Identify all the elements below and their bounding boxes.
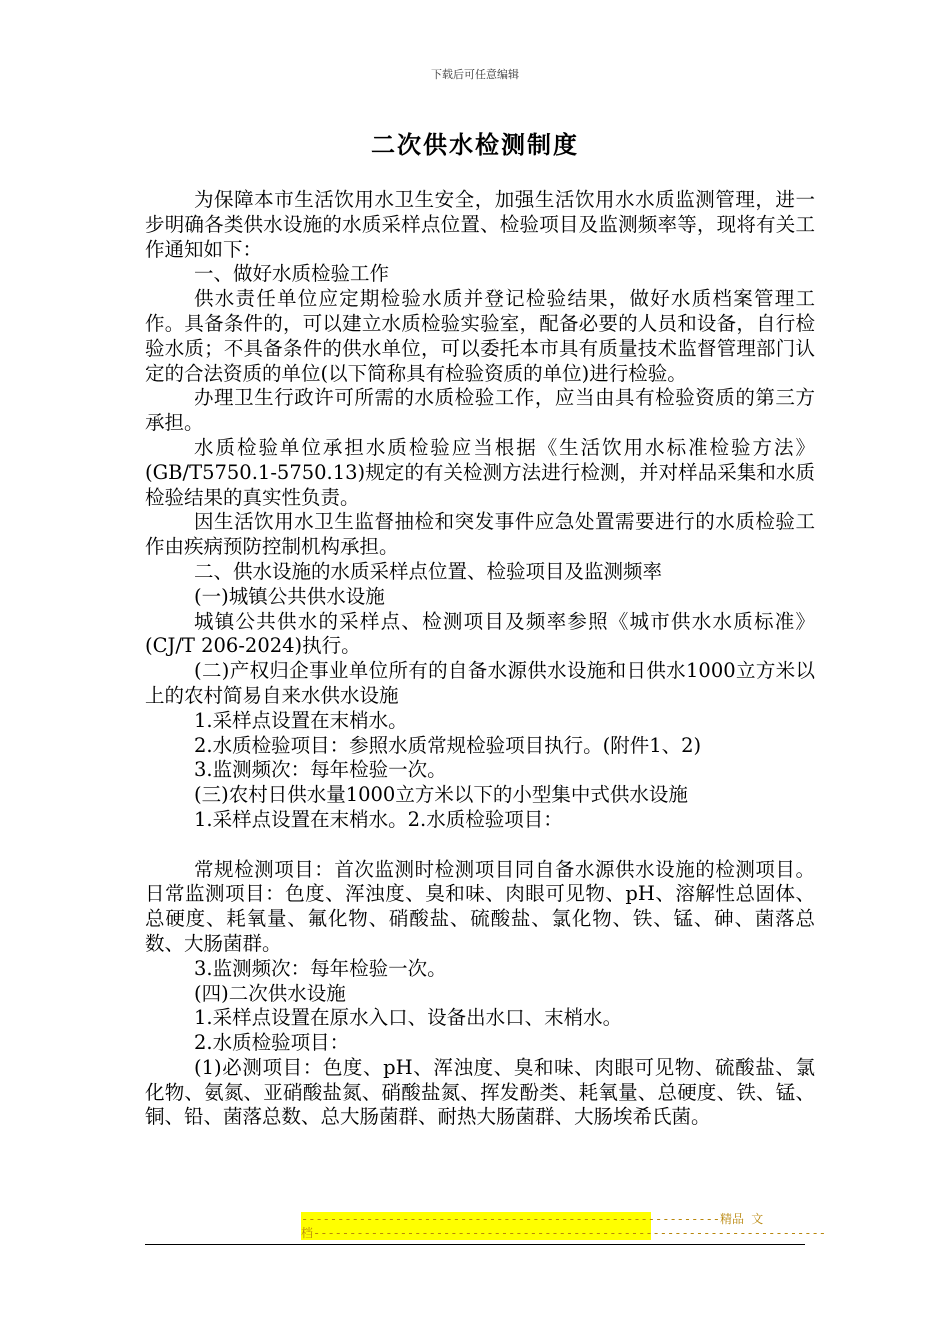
document-title: 二次供水检测制度 [371, 131, 579, 159]
subsection-heading: (四)二次供水设施 [194, 981, 346, 1005]
paragraph: 供水责任单位应定期检验水质并登记检验结果，做好水质档案管理工作。具备条件的，可以建立水质检验实验室，配备必要的人员和设备，自行检验水质；不具备条件的供水单位，可以委托本市具有质量技术监督管理部门认定的合法资质的单位(以下简称具有检验资质的单位)进行检验。 [145, 287, 815, 385]
footer-stamp [301, 1212, 826, 1240]
list-item: 1.采样点设置在原水入口、设备出水口、末梢水。 [194, 1006, 623, 1030]
list-item: 3.监测频次：每年检验一次。 [194, 758, 447, 782]
list-item: 1.采样点设置在末梢水。2.水质检验项目： [194, 807, 563, 831]
document-body [145, 188, 815, 1130]
header-note: 下载后可任意编辑 [431, 68, 519, 81]
paragraph: 办理卫生行政许可所需的水质检验工作，应当由具有检验资质的第三方承担。 [145, 386, 815, 435]
paragraph: 城镇公共供水的采样点、检测项目及频率参照《城市供水水质标准》(CJ/T 206-2024)执行。 [145, 609, 815, 658]
list-item: (1)必测项目：色度、pH、浑浊度、臭和味、肉眼可见物、硫酸盐、氯化物、氨氮、亚硝酸盐氮、硝酸盐氮、挥发酚类、耗氧量、总硬度、铁、锰、铜、铅、菌落总数、总大肠菌群、耐热大肠菌群、大肠埃希氏菌。 [145, 1055, 815, 1129]
footer-stamp-line: ----------------------------------------------------------精品 文 [301, 1212, 764, 1226]
footer-stamp-line: 档----------------------------------------------------------------------- [301, 1226, 826, 1240]
paragraph: 因生活饮用水卫生监督抽检和突发事件应急处置需要进行的水质检验工作由疾病预防控制机构承担。 [145, 510, 815, 559]
paragraph: 水质检验单位承担水质检验应当根据《生活饮用水标准检验方法》(GB/T5750.1-5750.13)规定的有关检测方法进行检测，并对样品采集和水质检验结果的真实性负责。 [145, 435, 815, 509]
subsection-heading: (二)产权归企事业单位所有的自备水源供水设施和日供水1000立方米以上的农村简易自来水供水设施 [145, 659, 815, 707]
list-item: 2.水质检验项目： [194, 1031, 350, 1055]
paragraph: 常规检测项目：首次监测时检测项目同自备水源供水设施的检测项目。日常监测项目：色度、浑浊度、臭和味、肉眼可见物、pH、溶解性总固体、总硬度、耗氧量、氟化物、硝酸盐、硫酸盐、氯化物、铁、锰、砷、菌落总数、大肠菌群。 [145, 857, 815, 955]
section-heading-1: 一、做好水质检验工作 [194, 262, 390, 286]
paragraph-intro: 为保障本市生活饮用水卫生安全，加强生活饮用水水质监测管理，进一步明确各类供水设施的水质采样点位置、检验项目及监测频率等，现将有关工作通知如下： [145, 188, 815, 261]
list-item: 2.水质检验项目：参照水质常规检验项目执行。(附件1、2) [194, 733, 702, 757]
subsection-heading: (一)城镇公共供水设施 [194, 584, 385, 608]
list-item: 1.采样点设置在末梢水。 [194, 708, 408, 732]
list-item: 3.监测频次：每年检验一次。 [194, 956, 447, 980]
blank-line [145, 833, 815, 858]
footer-divider [145, 1244, 805, 1245]
section-heading-2: 二、供水设施的水质采样点位置、检验项目及监测频率 [194, 559, 663, 583]
subsection-heading: (三)农村日供水量1000立方米以下的小型集中式供水设施 [194, 783, 688, 807]
